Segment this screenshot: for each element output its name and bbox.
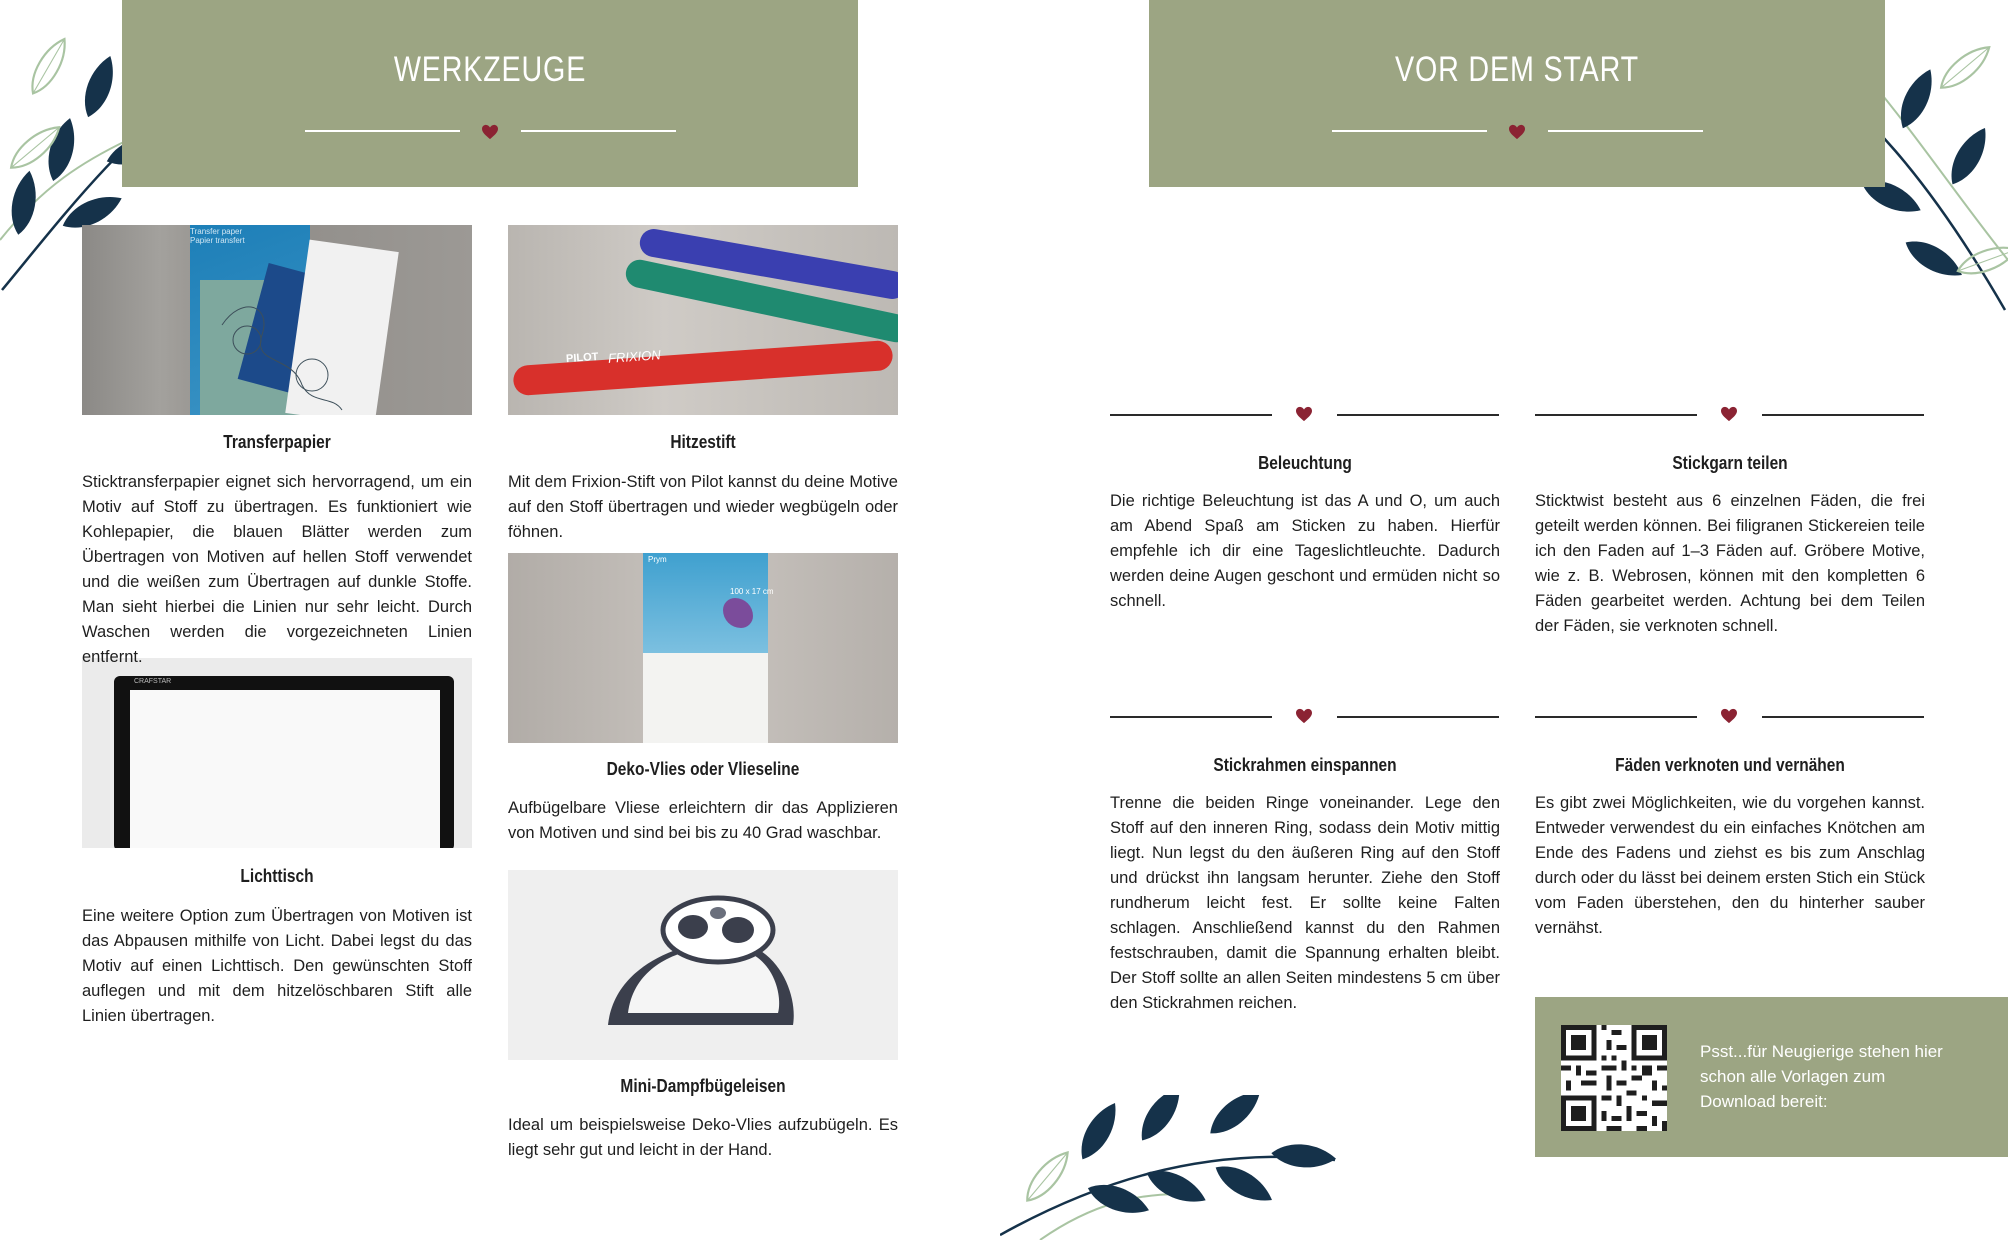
caption-faeden-verknoten: Fäden verknoten und vernähen xyxy=(1615,755,1845,775)
light-table-photo xyxy=(82,658,472,848)
branch-bottom-center-decoration xyxy=(1000,1095,1340,1240)
caption-transferpapier: Transferpapier xyxy=(223,432,331,452)
photo-label: Papier transfert xyxy=(190,236,245,245)
section-divider xyxy=(1535,414,1697,416)
heart-icon xyxy=(481,124,499,140)
caption-lichttisch: Lichttisch xyxy=(240,866,314,886)
text-transferpapier: Sticktransferpapier eignet sich hervorragend, um ein Motiv auf Stoff zu übertragen. Es funktioniert wie Kohlepapier, die blauen Blätter werden zum Übertragen von Motiven auf hellen Stoff verwendet und die weißen zum Übertragen auf dunkle Stoffe. Man sieht hierbei die Linien nur sehr leicht. Durch Waschen werden die vorgezeichneten Linien entfernt. xyxy=(82,473,472,666)
text-mini-dampfbuegeleisen: Ideal um beispielsweise Deko-Vlies aufzubügeln. Es liegt sehr gut und leicht in der Hand. xyxy=(508,1116,898,1159)
caption-beleuchtung: Beleuchtung xyxy=(1258,453,1352,473)
photo-label: CRAFSTAR xyxy=(134,678,172,685)
section-divider xyxy=(1535,716,1697,718)
caption-hitzestift: Hitzestift xyxy=(670,432,736,452)
section-divider xyxy=(1762,716,1924,718)
qr-download-box xyxy=(1535,997,2008,1157)
section-divider xyxy=(1110,414,1272,416)
text-faeden-verknoten: Es gibt zwei Möglichkeiten, wie du vorgehen kannst. Entweder verwendest du ein einfaches Knötchen am Ende des Fadens und ziehst es bis zum Anschlag durch oder du lässt bei deinem ersten Stich ein Stück vom Faden überstehen, den du hinterher sauber vernähst. xyxy=(1535,794,1925,937)
heart-icon xyxy=(1720,708,1738,724)
page-title-left: WERKZEUGE xyxy=(393,50,587,89)
banner-divider-right xyxy=(1548,130,1703,132)
section-divider xyxy=(1337,414,1499,416)
text-stickrahmen-einspannen: Trenne die beiden Ringe voneinander. Lege den Stoff auf den inneren Ring, sodass dein Motiv mittig liegt. Nun legst du den äußeren Ring auf den Stoff und drückst ihn langsam herunter. Ziehe den Stoff rundherum leicht fest. Er sollte keine Falten schlagen. Anschließend kannst du den Rahmen festschrauben, damit die Spannung erhalten bleibt. Der Stoff sollte an allen Seiten mindestens 5 cm über den Stickrahmen reichen. xyxy=(1110,794,1500,1012)
right-header-banner xyxy=(1149,0,1885,187)
qr-code-icon[interactable] xyxy=(1561,1025,1667,1131)
interfacing-package-photo xyxy=(508,553,898,743)
banner-divider-left xyxy=(305,130,460,132)
heart-icon xyxy=(1295,708,1313,724)
caption-deko-vlies: Deko-Vlies oder Vlieseline xyxy=(606,759,800,779)
text-lichttisch: Eine weitere Option zum Übertragen von Motiven ist das Abpausen mithilfe von Licht. Dabei legst du das Motiv auf einen Lichttisch. Den gewünschten Stoff auflegen und mit dem hitzelöschbaren Stift alle Linien übertragen. xyxy=(82,907,472,1025)
text-beleuchtung: Die richtige Beleuchtung ist das A und O, um auch am Abend Spaß am Sticken zu haben. Hierfür empfehle ich dir eine Tageslichtleuchte. Dadurch werden deine Augen geschont und ermüden nicht so schnell. xyxy=(1110,492,1500,610)
heart-icon xyxy=(1508,124,1526,140)
caption-stickrahmen-einspannen: Stickrahmen einspannen xyxy=(1213,755,1397,775)
section-divider xyxy=(1337,716,1499,718)
section-divider xyxy=(1110,716,1272,718)
section-divider xyxy=(1762,414,1924,416)
photo-label: Transfer paper xyxy=(190,227,243,236)
caption-stickgarn-teilen: Stickgarn teilen xyxy=(1672,453,1788,473)
frixion-pens-photo xyxy=(508,225,898,415)
left-header-banner xyxy=(122,0,858,187)
qr-download-text: Psst...für Neugierige stehen hier schon alle Vorlagen zum Download bereit: xyxy=(1700,1042,1943,1111)
heart-icon xyxy=(1295,406,1313,422)
heart-icon xyxy=(1720,406,1738,422)
photo-label: 100 x 17 cm xyxy=(730,587,774,596)
caption-mini-dampfbuegeleisen: Mini-Dampfbügeleisen xyxy=(620,1076,786,1096)
text-hitzestift: Mit dem Frixion-Stift von Pilot kannst du deine Motive auf den Stoff übertragen und wieder wegbügeln oder föhnen. xyxy=(508,473,898,541)
text-stickgarn-teilen: Sticktwist besteht aus 6 einzelnen Fäden, die frei geteilt werden können. Bei filigranen Stickereien teile ich den Faden auf 1–3 Fäden auf. Gröbere Motive, wie z. B. Webrosen, können mit den kompletten 6 Fäden gearbeitet werden. Achtung bei dem Teilen der Fäden, sie verknoten schnell. xyxy=(1535,492,1925,635)
photo-label: PILOT xyxy=(565,350,599,366)
photo-label: FRIXION xyxy=(607,347,662,366)
text-deko-vlies: Aufbügelbare Vliese erleichtern dir das Applizieren von Motiven und sind bei bis zu 40 Grad waschbar. xyxy=(508,799,898,842)
page-title-right: VOR DEM START xyxy=(1394,50,1640,89)
photo-label: Prym xyxy=(648,555,667,564)
banner-divider-right xyxy=(521,130,676,132)
mini-iron-photo xyxy=(508,870,898,1060)
transfer-paper-photo xyxy=(82,225,472,415)
banner-divider-left xyxy=(1332,130,1487,132)
